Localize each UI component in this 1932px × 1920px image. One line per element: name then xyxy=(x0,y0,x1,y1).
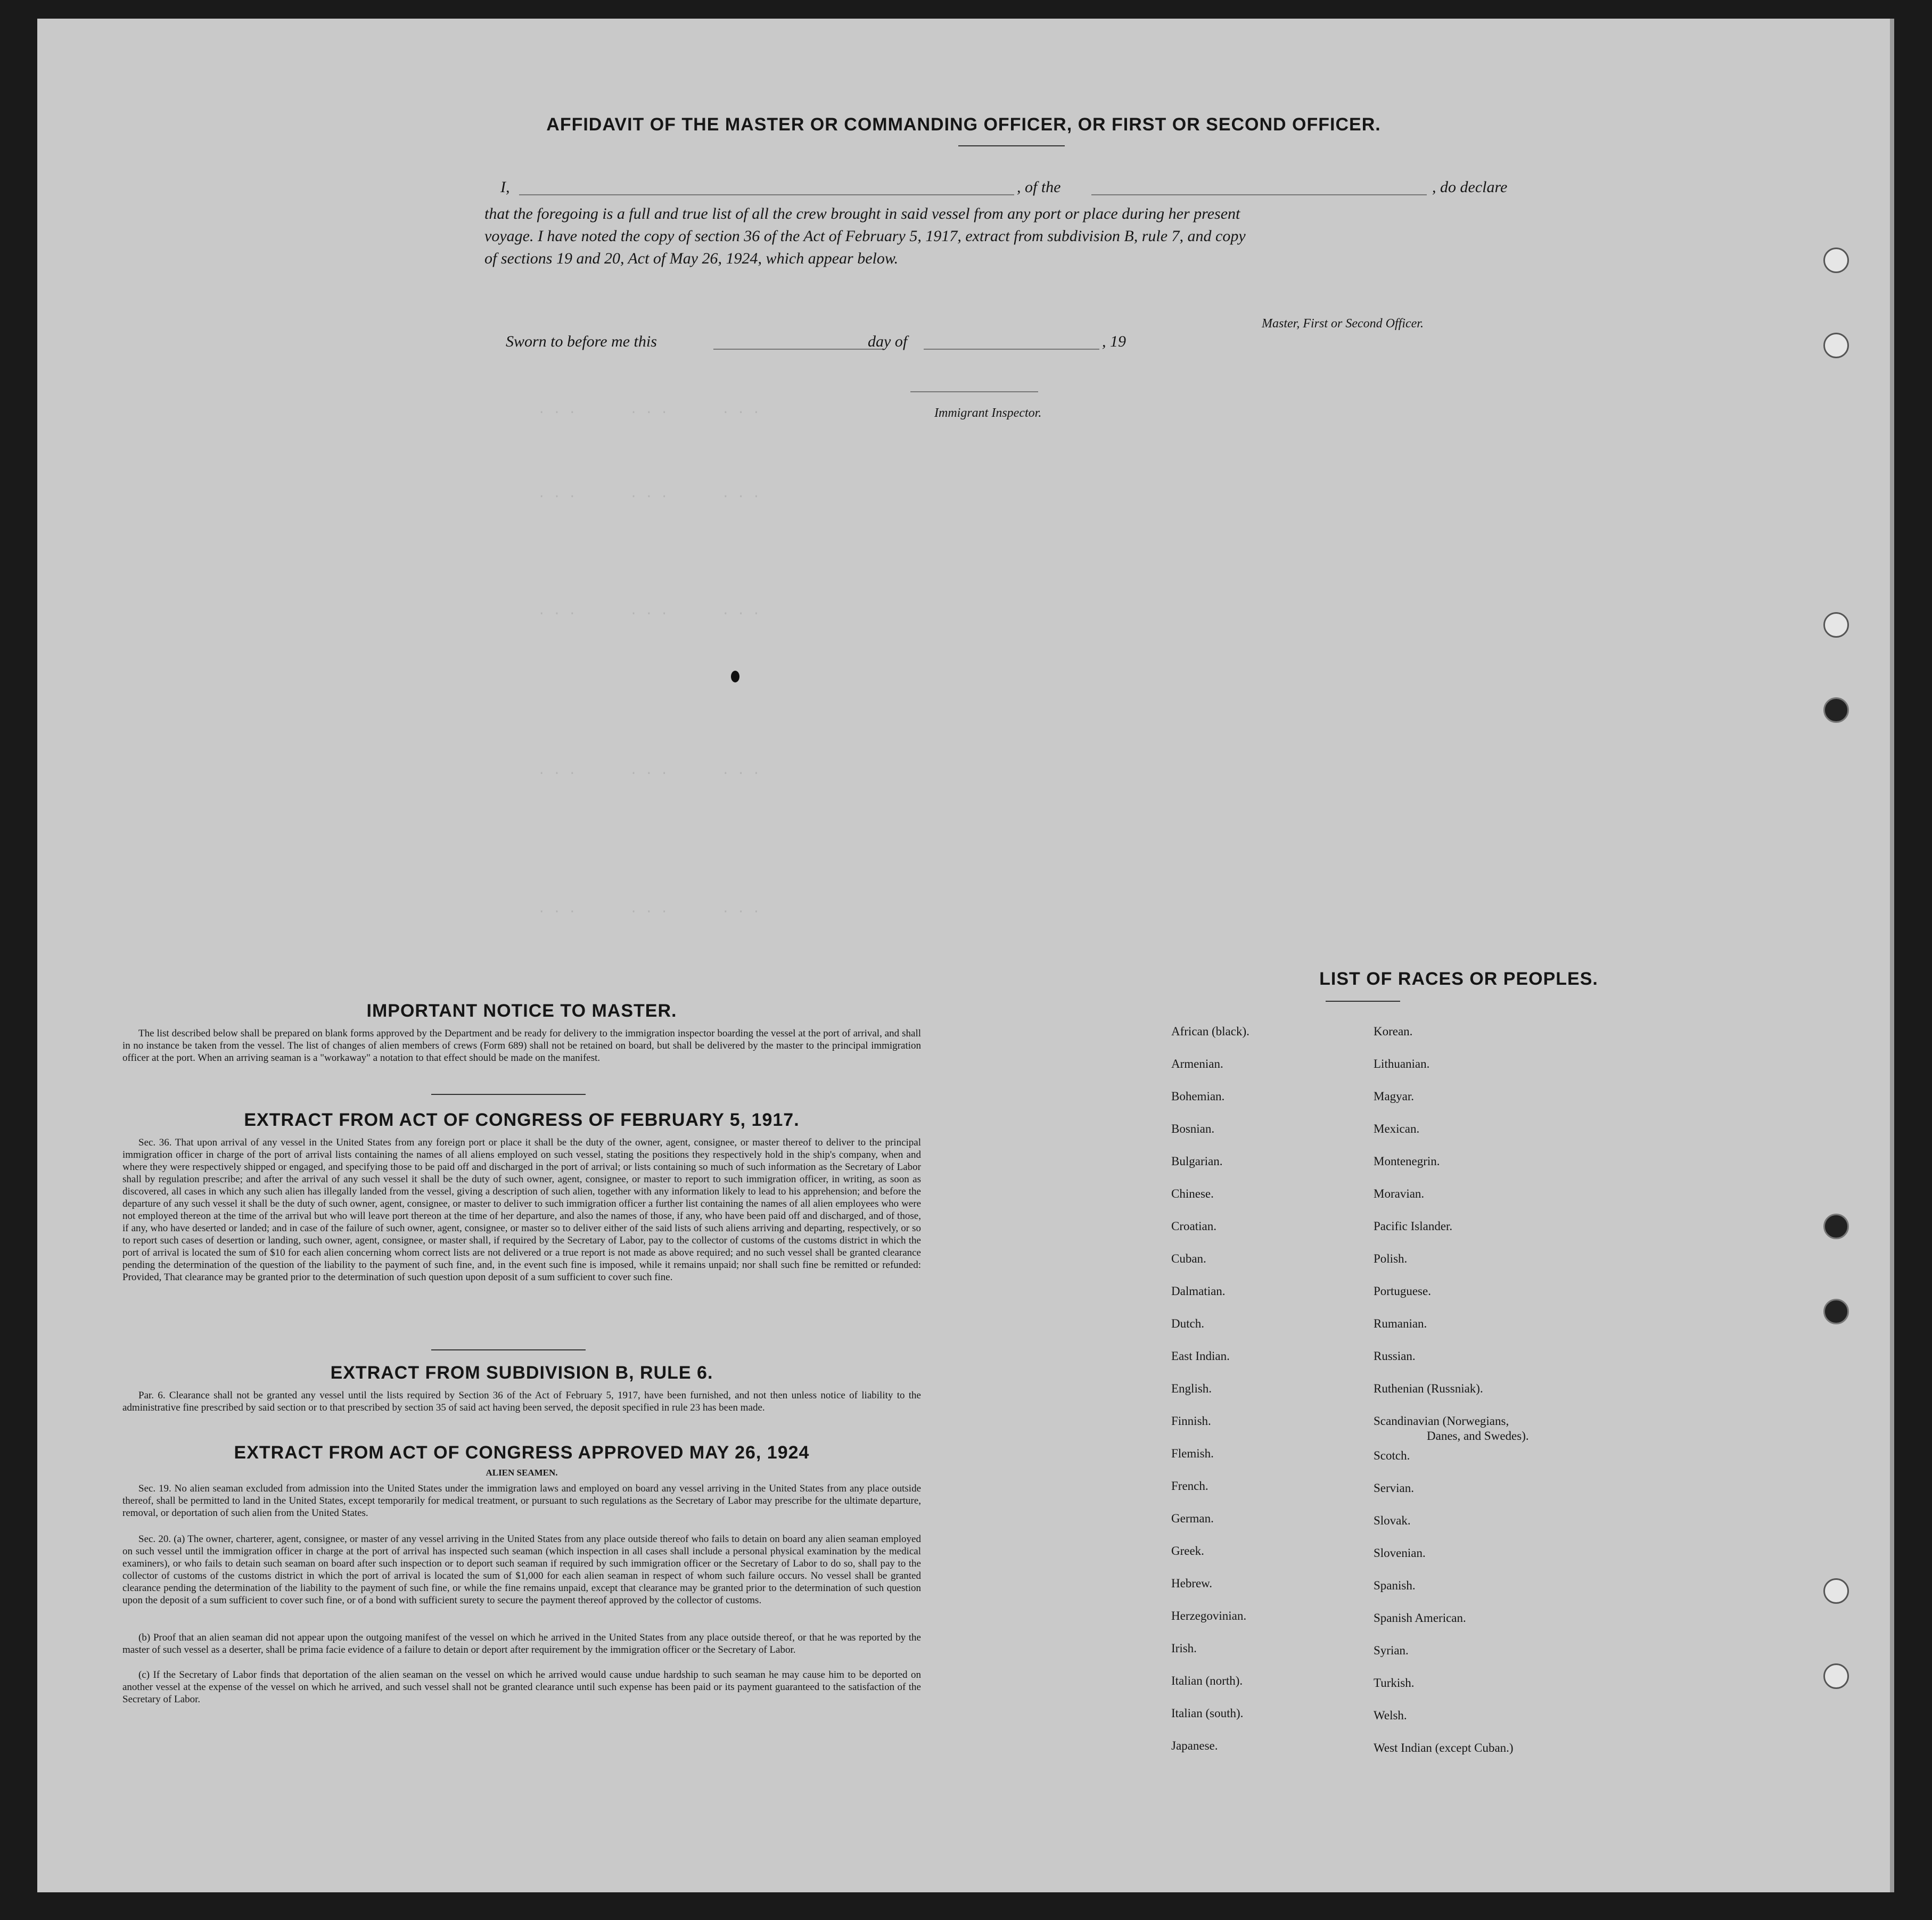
race-item: Bohemian. xyxy=(1171,1090,1225,1103)
race-item: French. xyxy=(1171,1479,1208,1493)
race-item: Rumanian. xyxy=(1374,1317,1427,1330)
race-item: Mexican. xyxy=(1374,1122,1420,1135)
extract-1917-title: EXTRACT FROM ACT OF CONGRESS OF FEBRUARY 5, 1917. xyxy=(244,1110,800,1130)
race-item: English. xyxy=(1171,1382,1212,1395)
race-item: Slovenian. xyxy=(1374,1546,1426,1560)
vessel-blank xyxy=(1091,194,1427,195)
race-item: Bulgarian. xyxy=(1171,1155,1223,1168)
notice-title: IMPORTANT NOTICE TO MASTER. xyxy=(366,1001,677,1021)
race-item: Slovak. xyxy=(1374,1514,1411,1527)
binder-hole xyxy=(1823,333,1849,358)
divider xyxy=(958,145,1065,146)
race-item: Finnish. xyxy=(1171,1414,1211,1428)
extract-1924-subtitle: ALIEN SEAMEN. xyxy=(486,1468,558,1478)
inspector-signature-line xyxy=(910,391,1038,392)
race-item: Polish. xyxy=(1374,1252,1408,1265)
master-signature-label: Master, First or Second Officer. xyxy=(1262,317,1424,331)
binder-hole xyxy=(1823,612,1849,638)
race-item: Japanese. xyxy=(1171,1739,1218,1752)
sec20c-body: (c) If the Secretary of Labor finds that deportation of the alien seaman on the vessel on which he arrived would cause undue hardship to such seaman he may cause him to be deported on another vessel at the expense of the vessel on which he arrived, and such vessel shall not be granted clearance until such expense has been paid or its payment guaranteed to the satisfaction of the Secretary of Labor. xyxy=(122,1669,921,1705)
race-item: Spanish. xyxy=(1374,1579,1416,1592)
binder-hole xyxy=(1823,1578,1849,1604)
affidavit-declare: , do declare xyxy=(1432,178,1508,196)
race-item: Ruthenian (Russniak). xyxy=(1374,1382,1483,1395)
ink-spot xyxy=(731,671,739,682)
race-item: Irish. xyxy=(1171,1642,1197,1655)
bleed-through: . . . . . . . . . xyxy=(538,764,760,778)
race-item: Hebrew. xyxy=(1171,1577,1213,1590)
binder-hole xyxy=(1823,248,1849,273)
race-item: Montenegrin. xyxy=(1374,1155,1440,1168)
race-item: Syrian. xyxy=(1374,1644,1409,1657)
race-item: Scandinavian (Norwegians, xyxy=(1374,1414,1509,1428)
day-blank xyxy=(713,349,884,350)
race-item: Armenian. xyxy=(1171,1057,1223,1070)
binder-hole xyxy=(1823,1663,1849,1689)
race-item: Cuban. xyxy=(1171,1252,1206,1265)
race-item: African (black). xyxy=(1171,1025,1249,1038)
race-item: Russian. xyxy=(1374,1349,1416,1363)
race-item: Scotch. xyxy=(1374,1449,1410,1462)
race-item: Chinese. xyxy=(1171,1187,1214,1200)
race-item: West Indian (except Cuban.) xyxy=(1374,1741,1514,1754)
race-item: Portuguese. xyxy=(1374,1284,1431,1298)
binder-hole xyxy=(1823,1299,1849,1324)
race-item: Herzegovinian. xyxy=(1171,1609,1247,1622)
race-item: East Indian. xyxy=(1171,1349,1230,1363)
affidavit-of-the: , of the xyxy=(1017,178,1061,196)
name-blank xyxy=(519,194,1014,195)
divider xyxy=(431,1349,586,1350)
bleed-through: . . . . . . . . . xyxy=(538,902,760,917)
divider xyxy=(431,1094,586,1095)
sworn-label: Sworn to before me this xyxy=(506,333,657,350)
document-page xyxy=(37,19,1894,1892)
extract-rule6-title: EXTRACT FROM SUBDIVISION B, RULE 6. xyxy=(330,1363,713,1383)
race-item: Servian. xyxy=(1374,1481,1415,1495)
affidavit-title: AFFIDAVIT OF THE MASTER OR COMMANDING OFFICER, OR FIRST OR SECOND OFFICER. xyxy=(546,114,1381,135)
extract-rule6-body: Par. 6. Clearance shall not be granted any vessel until the lists required by Section 36 of the Act of February 5, 1917, have been furnished, and not then unless notice of liability to the administrative fine prescribed by said section or to that prescribed by section 35 of said act having been served, the deposit specified in rule 23 has been made. xyxy=(122,1390,921,1413)
binder-hole xyxy=(1823,1214,1849,1239)
sec20a-body: Sec. 20. (a) The owner, charterer, agent, consignee, or master of any vessel arriving in the United States from any place outside thereof who fails to detain on board any alien seaman employed on such vessel until the immigration officer in charge at the port of arrival has inspected such seaman (which inspection in all cases shall include a personal physical examination by the medical examiners), or who fails to detain such seaman on board after such inspection or to deport such seaman if required by such immigration officer or the Secretary of Labor to do so, shall pay to the collector of customs of the customs district in which the port of arrival is located the sum of $1,000 for each alien seaman in respect of whom such failure occurs. No vessel shall be granted clearance pending the determination of the liability to the payment of such fine, or while the fine remains unpaid, except that clearance may be granted prior to the determination of such question upon the deposit of a sum sufficient to cover such fine, or of a bond with sufficient surety to secure the payment thereof approved by the collector of customs. xyxy=(122,1534,921,1606)
year-label: , 19 xyxy=(1102,333,1126,350)
extract-1924-title: EXTRACT FROM ACT OF CONGRESS APPROVED MAY 26, 1924 xyxy=(234,1443,810,1463)
race-item: Lithuanian. xyxy=(1374,1057,1430,1070)
race-item: Dutch. xyxy=(1171,1317,1204,1330)
bleed-through: . . . . . . . . . xyxy=(538,604,760,619)
sec20b-body: (b) Proof that an alien seaman did not appear upon the outgoing manifest of the vessel on which he arrived in the United States from any place outside thereof, or that he was reported by the master of such vessel as a deserter, shall be prima facie evidence of a failure to detain or deport after requirement by the immigration officer or the Secretary of Labor. xyxy=(122,1632,921,1655)
race-item: Greek. xyxy=(1171,1544,1204,1558)
races-title: LIST OF RACES OR PEOPLES. xyxy=(1319,969,1598,989)
extract-1917-body: Sec. 36. That upon arrival of any vessel in the United States from any foreign port or place it shall be the duty of the owner, agent, consignee, or master thereof to deliver to the principal immigration officer in charge of the port of arrival lists containing the names of all aliens employed on such vessel, stating the positions they respectively hold in the ship's company, when and where they were respectively shipped or engaged, and specifying those to be paid off and discharged in the port of arrival; or lists containing so much of such information as the Secretary of Labor shall by regulation prescribe; and after the arrival of any such vessel it shall be the duty of such owner, agent, consignee, or master to report to such immigration officer, in writing, as soon as discovered, all cases in which any such alien has illegally landed from the vessel, giving a description of such alien, together with any information likely to lead to his apprehension; and before the departure of any such vessel it shall be the duty of such owner, agent, consignee, or master to deliver to such immigration officer a further list containing the names of all alien employees who were not employed thereon at the time of the arrival but who will leave port thereon at the time of her departure, and also the names of those, if any, who have been paid off and discharged, and of those, if any, who have deserted or landed; and in case of the failure of such owner, agent, consignee, or master so to deliver either of the said lists of such aliens arriving and departing, respectively, or so to report such cases of desertion or landing, such owner, agent, consignee, or master shall, if required by the Secretary of Labor, pay to the collector of customs of the customs district in which the port of arrival is located the sum of $10 for each alien concerning whom correct lists are not delivered or a true report is not made as above required; and no such vessel shall be granted clearance pending the determination of the question of the liability to the payment of such fine, and, in the event such fine is imposed, while it remains unpaid; nor shall such fine be remitted or refunded: Provided, That clearance may be granted prior to the determination of such question upon deposit of a sum sufficient to cover such fine. xyxy=(122,1137,921,1283)
bleed-through: . . . . . . . . . xyxy=(538,487,760,501)
bleed-through: . . . . . . . . . xyxy=(538,403,760,417)
race-item: Spanish American. xyxy=(1374,1611,1466,1625)
race-item: Magyar. xyxy=(1374,1090,1415,1103)
race-item: Welsh. xyxy=(1374,1709,1407,1722)
affidavit-i: I, xyxy=(500,178,510,196)
divider xyxy=(1326,1001,1400,1002)
affidavit-line-2: that the foregoing is a full and true list of all the crew brought in said vessel from any port or place during her present xyxy=(484,205,1240,223)
race-item: Italian (north). xyxy=(1171,1674,1243,1687)
race-item: Moravian. xyxy=(1374,1187,1425,1200)
notice-body: The list described below shall be prepared on blank forms approved by the Department and be ready for delivery to the immigration inspector boarding the vessel at the port of arrival, and shall in no instance be taken from the vessel. The list of changes of alien members of crews (Form 689) shall not be retained on board, but shall be delivered by the master to the principal immigration officer at the port. When an arriving seaman is a "workaway" a notation to that effect should be made on the manifest. xyxy=(122,1028,921,1064)
race-item-continued: Danes, and Swedes). xyxy=(1427,1429,1529,1443)
affidavit-line-3: voyage. I have noted the copy of section 36 of the Act of February 5, 1917, extract from subdivision B, rule 7, and copy xyxy=(484,227,1246,245)
inspector-label: Immigrant Inspector. xyxy=(934,406,1042,420)
race-item: German. xyxy=(1171,1512,1214,1525)
race-item: Italian (south). xyxy=(1171,1707,1244,1720)
month-blank xyxy=(924,349,1099,350)
race-item: Korean. xyxy=(1374,1025,1413,1038)
race-item: Turkish. xyxy=(1374,1676,1415,1690)
sec19-body: Sec. 19. No alien seaman excluded from admission into the United States under the immigration laws and employed on board any vessel arriving in the United States from any place outside thereof, shall be permitted to land in the United States, except temporarily for medical treatment, or pursuant to such regulations as the Secretary of Labor may prescribe for the ultimate departure, removal, or deportation of such alien from the United States. xyxy=(122,1483,921,1519)
race-item: Dalmatian. xyxy=(1171,1284,1226,1298)
day-of-label: day of xyxy=(868,333,908,350)
race-item: Bosnian. xyxy=(1171,1122,1215,1135)
race-item: Flemish. xyxy=(1171,1447,1214,1460)
binder-hole xyxy=(1823,697,1849,723)
race-item: Pacific Islander. xyxy=(1374,1219,1453,1233)
race-item: Croatian. xyxy=(1171,1219,1216,1233)
affidavit-line-4: of sections 19 and 20, Act of May 26, 1924, which appear below. xyxy=(484,250,899,267)
